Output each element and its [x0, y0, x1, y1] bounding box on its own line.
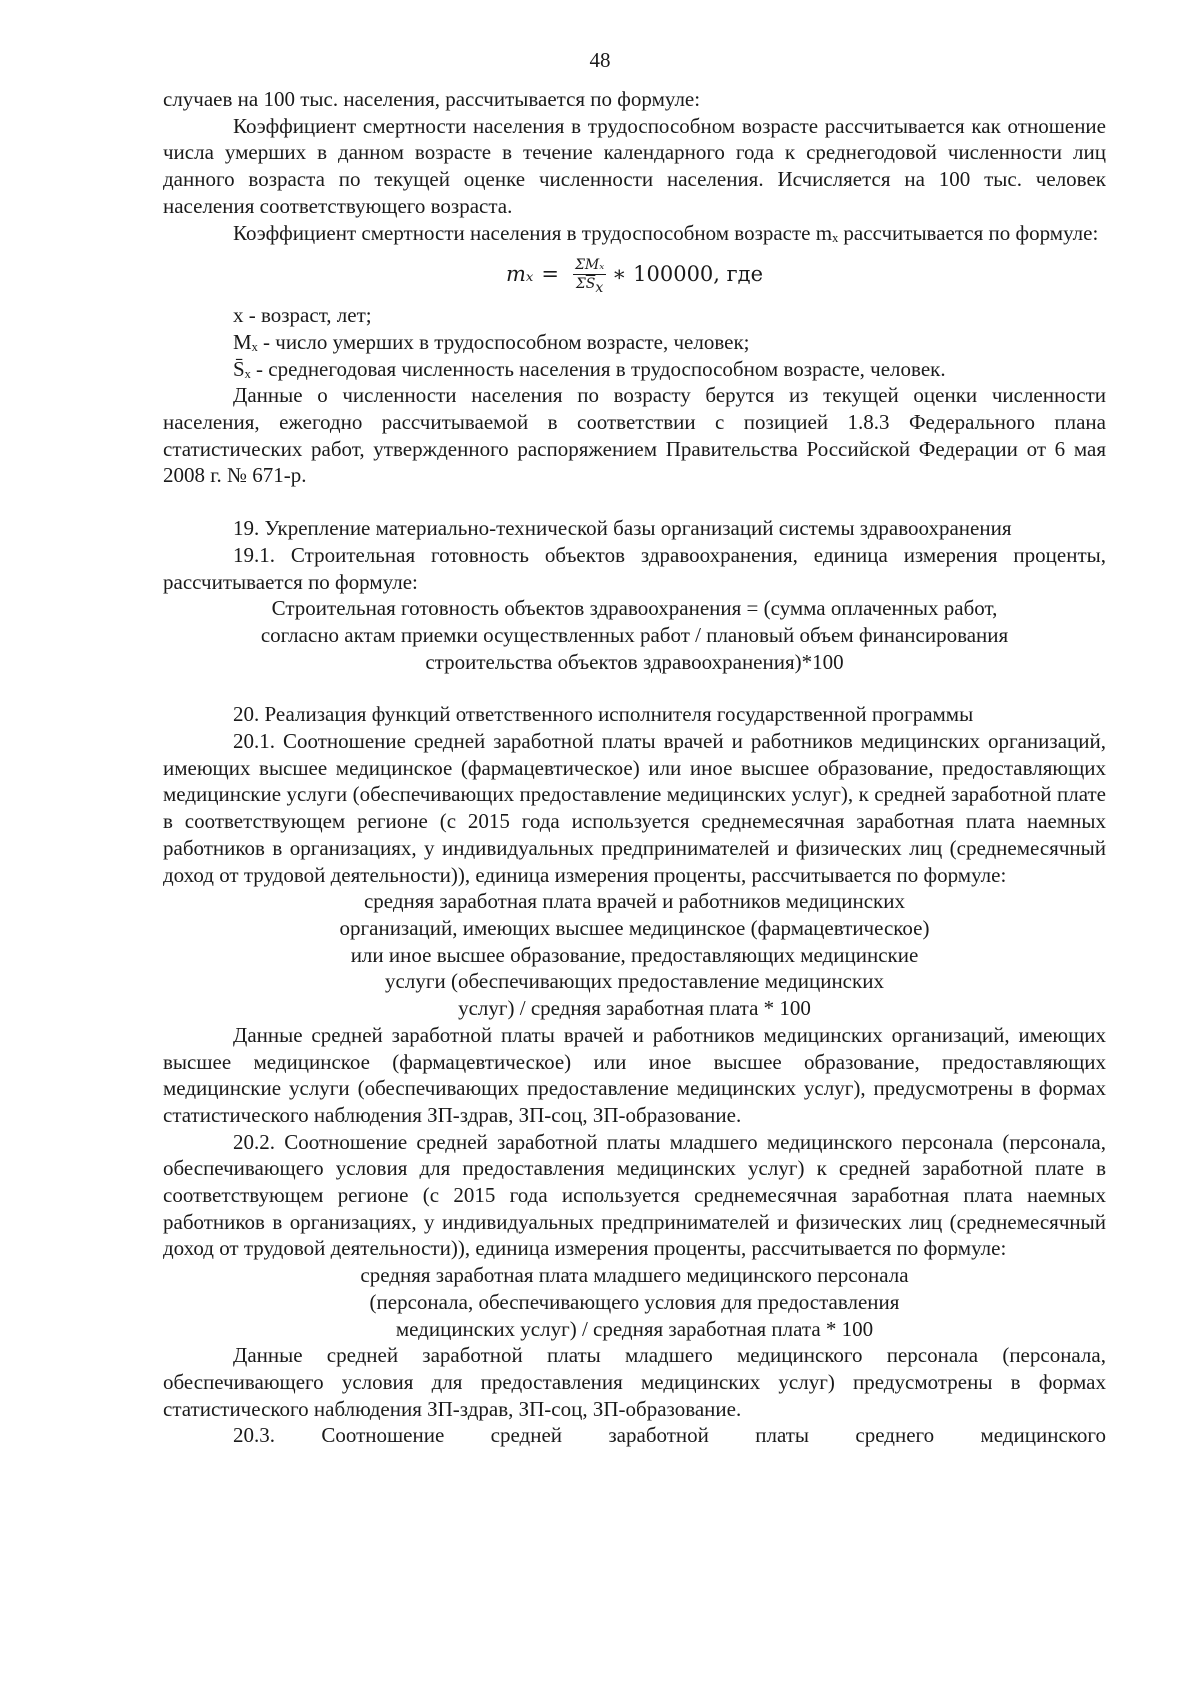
formula-fraction [573, 256, 606, 296]
formula-line: услуги (обеспечивающих предоставление медицинских [385, 969, 884, 994]
formula-line: медицинских услуг) / средняя заработная плата * 100 [395, 1316, 874, 1341]
section-19-heading: 19. Укрепление материально-технической базы организаций системы здравоохранения [233, 516, 1012, 541]
page-number: 48 [589, 48, 611, 72]
section-20-2-formula [163, 1262, 1106, 1342]
section-20-2: 20.2. Соотношение средней заработной платы младшего медицинского персонала (персонала, обеспечивающего условия для предоставления медицинских услуг) к средней заработной плате в соответствующем регионе (с 2015 года используется среднемесячная заработная плата наемных работников в организациях, у индивидуальных предпринимателей и физических лиц (среднемесячный доход от трудовой деятельности)), единица измерения проценты, рассчитывается по формуле: [163, 1129, 1106, 1261]
intro-line: случаев на 100 тыс. населения, рассчитывается по формуле: [163, 87, 701, 111]
formula-line: (персонала, обеспечивающего условия для предоставления [369, 1289, 900, 1314]
section-19-1: 19.1. Строительная готовность объектов здравоохранения, единица измерения проценты, рассчитывается по формуле: [163, 542, 1106, 594]
formula-line: Строительная готовность объектов здравоохранения = (сумма оплаченных работ, [271, 596, 998, 621]
section-20-1-data: Данные средней заработной платы врачей и работников медицинских организаций, имеющих высшее медицинское (фармацевтическое) или иное высшее образование, предоставляющих медицинские услуги (обеспечивающих предоставление медицинских услуг), предусмотрены в формах статистического наблюдения ЗП-здрав, ЗП-соц, ЗП-образование. [163, 1022, 1106, 1127]
section-20-heading: 20. Реализация функций ответственного исполнителя государственной программы [233, 702, 974, 727]
paragraph-mortality-formula-intro: Коэффициент смертности населения в трудоспособном возрасте mₓ рассчитывается по формуле: [233, 220, 1099, 245]
section-20-1: 20.1. Соотношение средней заработной платы врачей и работников медицинских организаций, имеющих высшее медицинское (фармацевтическое) или иное высшее образование, предоставляющих медицинские услуги (обеспечивающих предоставление медицинских услуг), к средней заработной плате в соответствующем регионе (с 2015 года используется среднемесячная заработная плата наемных работников в организациях, у индивидуальных предпринимателей и физических лиц (среднемесячный доход от трудовой деятельности)), единица измерения проценты, рассчитывается по формуле: [163, 729, 1106, 887]
formula-line: средняя заработная плата младшего медицинского персонала [360, 1263, 909, 1288]
paragraph-mortality-definition: Коэффициент смертности населения в трудоспособном возрасте рассчитывается как отношение числа умерших в данном возрасте в течение календарного года к среднегодовой численности лиц данного возраста по текущей оценке численности населения. Исчисляется на 100 тыс. человек населения соответствующего возраста. [163, 113, 1106, 218]
formula-numerator: ΣMₓ [574, 256, 605, 273]
formula-line: средняя заработная плата врачей и работников медицинских [363, 889, 906, 914]
section-20-1-formula [163, 888, 1106, 1022]
document-body [163, 86, 1106, 1449]
formula-denominator-sigma: Σ [575, 275, 586, 292]
formula-line: строительства объектов здравоохранения)*100 [425, 649, 844, 674]
mortality-formula [163, 246, 1106, 302]
formula-line: или иное высшее образование, предоставляющих медицинские [350, 942, 919, 967]
section-20-2-data: Данные средней заработной платы младшего медицинского персонала (персонала, обеспечивающего условия для предоставления медицинских услуг) предусмотрены в формах статистического наблюдения ЗП-здрав, ЗП-соц, ЗП-образование. [163, 1343, 1106, 1421]
definition-age: x - возраст, лет; [233, 303, 372, 328]
formula-lhs: mₓ [505, 261, 534, 286]
paragraph-population-data: Данные о численности населения по возрасту берутся из текущей оценки численности населения, ежегодно рассчитываемой в соответствии с позицией 1.8.3 Федерального плана статистических работ, утвержденного распоряжением Правительства Российской Федерации от 6 мая 2008 г. № 671-р. [163, 383, 1106, 488]
definition-deaths: Mₓ - число умерших в трудоспособном возрасте, человек; [233, 329, 750, 354]
section-20-3-start: 20.3. Соотношение средней заработной платы среднего медицинского [233, 1423, 1106, 1448]
section-19-formula [163, 595, 1106, 675]
formula-denominator [574, 275, 605, 296]
formula-denominator-s: $\overline{S}$ [585, 275, 596, 292]
definition-average-population: S̄ₓ - среднегодовая численность населения в трудоспособном возрасте, человек. [233, 356, 946, 381]
formula-rhs: ∗ 100000, где [612, 261, 763, 286]
formula-equals: = [541, 261, 559, 286]
formula-line: согласно актам приемки осуществленных работ / плановый объем финансирования [260, 622, 1009, 647]
formula-denominator-sub: x [595, 279, 604, 296]
formula-line: организаций, имеющих высшее медицинское (фармацевтическое) [339, 915, 930, 940]
formula-line: услуг) / средняя заработная плата * 100 [458, 996, 811, 1021]
